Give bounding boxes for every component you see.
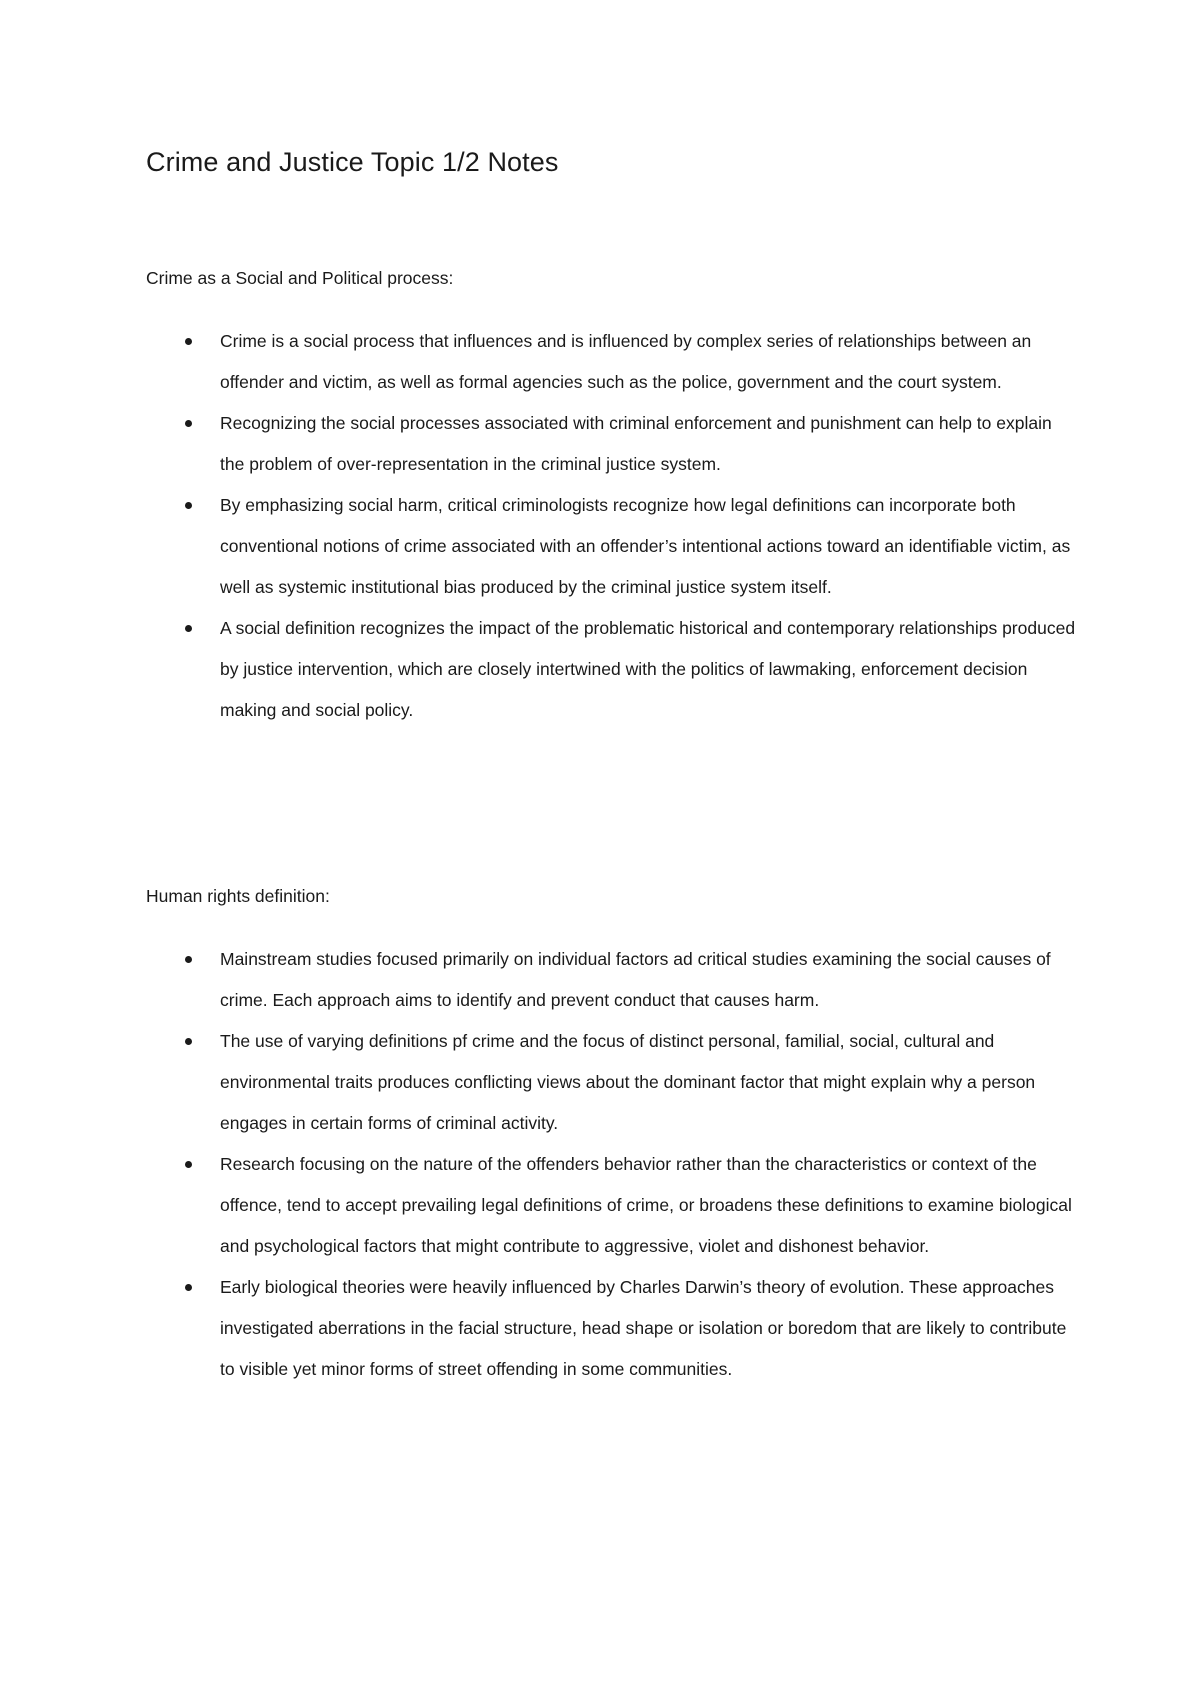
list-item xyxy=(0,608,1080,731)
bullet-icon xyxy=(185,1284,192,1291)
bullet-icon xyxy=(185,1161,192,1168)
bullet-icon xyxy=(185,420,192,427)
bullet-icon xyxy=(185,502,192,509)
bullet-icon xyxy=(185,956,192,963)
bullet-text: Early biological theories were heavily influenced by Charles Darwin’s theory of evolution. These approaches investigated aberrations in the facial structure, head shape or isolation or boredom that are likely to contribute to visible yet minor forms of street offending in some communities. xyxy=(220,1277,1067,1379)
list-item xyxy=(0,1021,1080,1144)
bullet-icon xyxy=(185,1038,192,1045)
list-item xyxy=(0,1267,1080,1390)
document-title: Crime and Justice Topic 1/2 Notes xyxy=(146,147,559,177)
list-item xyxy=(0,939,1080,1021)
bullet-list-social-political xyxy=(0,321,1200,731)
bullet-text: Recognizing the social processes associated with criminal enforcement and punishment can help to explain the problem of over-representation in the criminal justice system. xyxy=(220,413,1052,474)
bullet-text: By emphasizing social harm, critical criminologists recognize how legal definitions can incorporate both conventional notions of crime associated with an offender’s intentional actions toward an identifiable victim, as well as systemic institutional bias produced by the criminal justice system itself. xyxy=(220,495,1071,597)
section-heading-human-rights: Human rights definition: xyxy=(146,886,330,906)
bullet-icon xyxy=(185,625,192,632)
bullet-list-human-rights xyxy=(0,939,1200,1390)
bullet-text: Mainstream studies focused primarily on individual factors ad critical studies examining the social causes of crime. Each approach aims to identify and prevent conduct that causes harm. xyxy=(220,949,1051,1010)
list-item xyxy=(0,403,1080,485)
list-item xyxy=(0,1144,1080,1267)
list-item xyxy=(0,321,1080,403)
bullet-text: Crime is a social process that influences and is influenced by complex series of relationships between an offender and victim, as well as formal agencies such as the police, government and the court system. xyxy=(220,331,1032,392)
list-item xyxy=(0,485,1080,608)
bullet-text: The use of varying definitions pf crime and the focus of distinct personal, familial, social, cultural and environmental traits produces conflicting views about the dominant factor that might explain why a person engages in certain forms of criminal activity. xyxy=(220,1031,1036,1133)
bullet-text: A social definition recognizes the impact of the problematic historical and contemporary relationships produced by justice intervention, which are closely intertwined with the politics of lawmaking, enforcement decision making and social policy. xyxy=(220,618,1076,720)
section-heading-social-political: Crime as a Social and Political process: xyxy=(146,268,454,288)
bullet-text: Research focusing on the nature of the offenders behavior rather than the characteristics or context of the offence, tend to accept prevailing legal definitions of crime, or broadens these definitions to examine biological and psychological factors that might contribute to aggressive, violet and dishonest behavior. xyxy=(220,1154,1072,1256)
bullet-icon xyxy=(185,338,192,345)
